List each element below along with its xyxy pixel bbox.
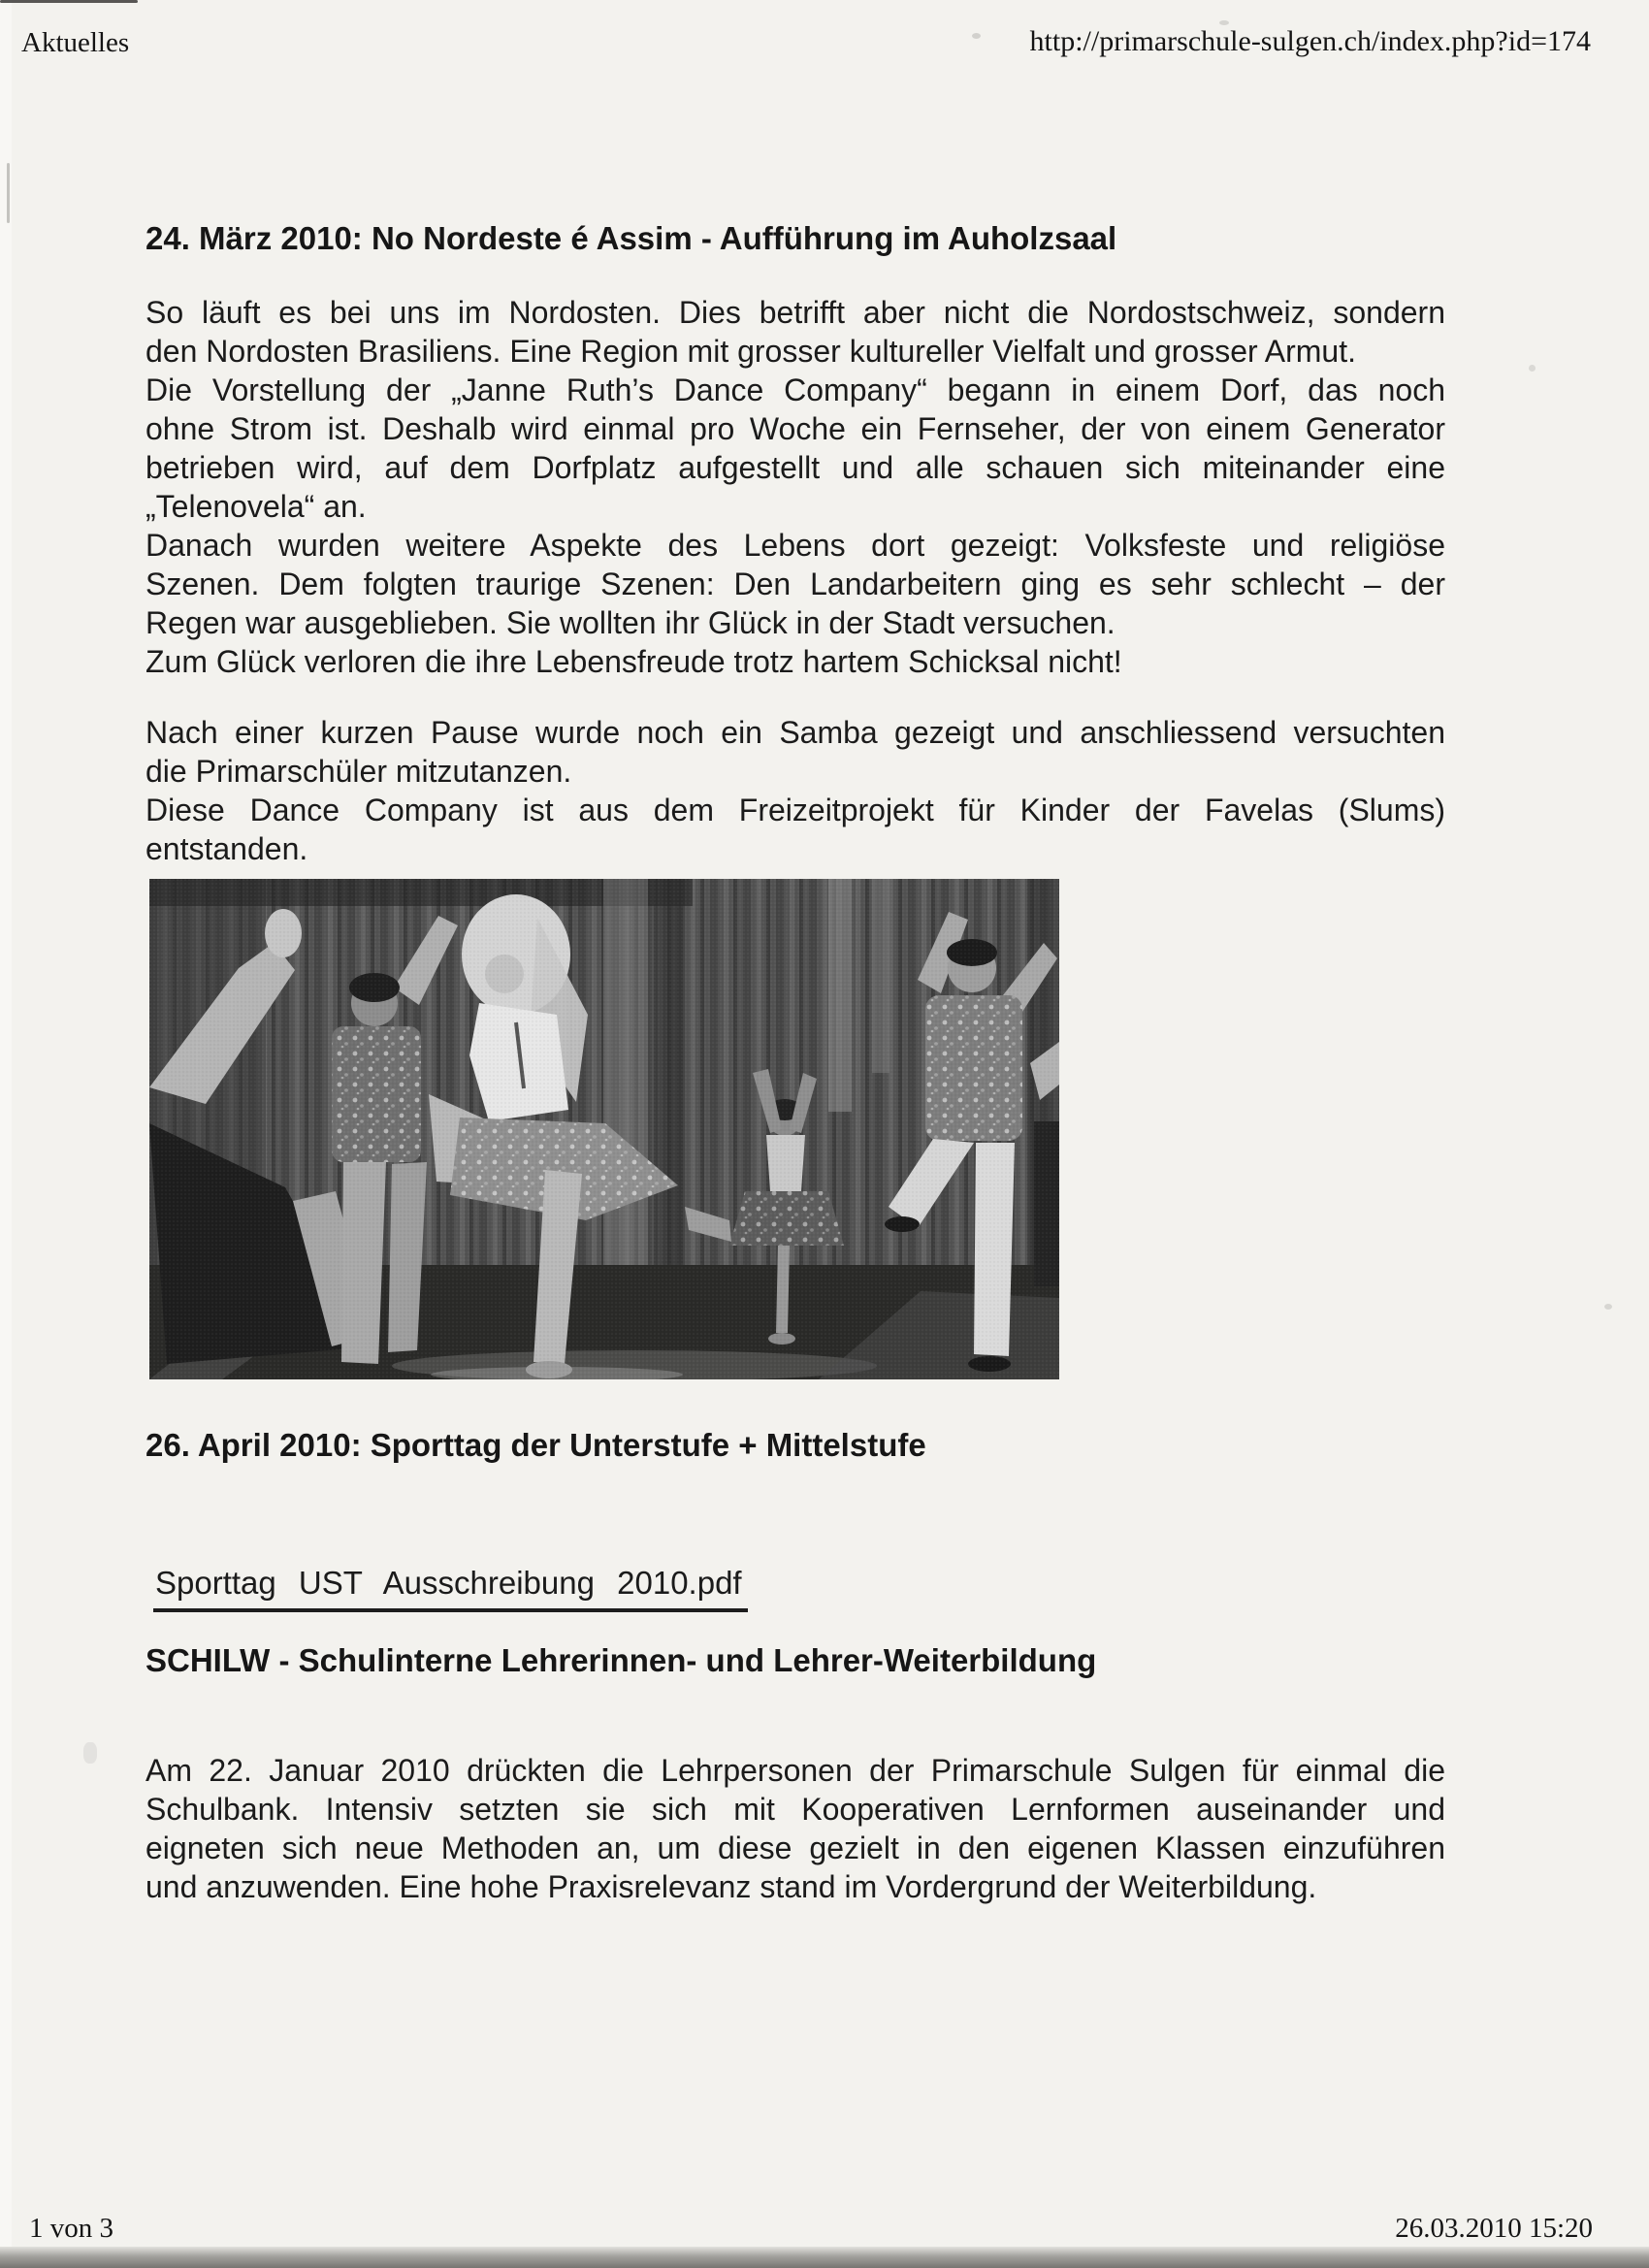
text-line: Szenen. Dem folgten traurige Szenen: Den Landarbeitern ging es sehr schlecht – der [146, 567, 1445, 601]
header-doc-title: Aktuelles [21, 27, 130, 58]
dance-performance-photo [149, 879, 1059, 1379]
pdf-attachment-link[interactable]: Sporttag UST Ausschreibung 2010.pdf [153, 1564, 748, 1612]
dance-performance-photo-graphic [149, 879, 1059, 1379]
article1-paragraph-1 [146, 293, 1445, 681]
scan-left-edge [0, 0, 12, 2268]
text-line: den Nordosten Brasiliens. Eine Region mit grosser kultureller Vielfalt und grosser Armut. [146, 334, 1356, 369]
article1-title: 24. März 2010: No Nordeste é Assim - Aufführung im Auholzsaal [146, 220, 1117, 256]
scan-edge-mark [7, 163, 10, 223]
scan-bottom-shadow [0, 2247, 1649, 2268]
print-timestamp: 26.03.2010 15:20 [1395, 2213, 1593, 2244]
text-line: entstanden. [146, 831, 308, 866]
text-line: die Primarschüler mitzutanzen. [146, 754, 572, 789]
scan-speck [972, 33, 981, 39]
text-line: Regen war ausgeblieben. Sie wollten ihr Glück in der Stadt versuchen. [146, 605, 1116, 640]
text-line: Die Vorstellung der „Janne Ruth’s Dance Company“ begann in einem Dorf, das noch [146, 373, 1445, 407]
article3-title: SCHILW - Schulinterne Lehrerinnen- und Lehrer-Weiterbildung [146, 1642, 1097, 1678]
page-number: 1 von 3 [29, 2213, 113, 2244]
text-line: Nach einer kurzen Pause wurde noch ein Samba gezeigt und anschliessend versuchten [146, 715, 1445, 750]
text-line: eigneten sich neue Methoden an, um diese gezielt in den eigenen Klassen einzuführen [146, 1831, 1445, 1865]
text-line: Schulbank. Intensiv setzten sie sich mit Kooperativen Lernformen auseinander und [146, 1792, 1445, 1827]
text-line: Am 22. Januar 2010 drückten die Lehrpersonen der Primarschule Sulgen für einmal die [146, 1753, 1445, 1788]
text-line: „Telenovela“ an. [146, 489, 367, 524]
text-line: ohne Strom ist. Deshalb wird einmal pro Woche ein Fernseher, der von einem Generator [146, 411, 1445, 446]
scan-speck [1604, 1304, 1612, 1310]
text-line: So läuft es bei uns im Nordosten. Dies betrifft aber nicht die Nordostschweiz, sondern [146, 295, 1445, 330]
article1-paragraph-2 [146, 713, 1445, 868]
text-line: Danach wurden weitere Aspekte des Lebens dort gezeigt: Volksfeste und religiöse [146, 528, 1445, 563]
article2-title: 26. April 2010: Sporttag der Unterstufe + Mittelstufe [146, 1427, 926, 1463]
header-url: http://primarschule-sulgen.ch/index.php?id=174 [1029, 25, 1591, 57]
scan-speck [83, 1742, 97, 1764]
text-line: Diese Dance Company ist aus dem Freizeitprojekt für Kinder der Favelas (Slums) [146, 793, 1445, 827]
scan-top-artifact [0, 0, 138, 3]
scan-speck [1529, 365, 1536, 372]
article3-paragraph [146, 1751, 1445, 1906]
text-line: betrieben wird, auf dem Dorfplatz aufgestellt und alle schauen sich miteinander eine [146, 450, 1445, 485]
text-line: und anzuwenden. Eine hohe Praxisrelevanz stand im Vordergrund der Weiterbildung. [146, 1869, 1317, 1904]
text-line: Zum Glück verloren die ihre Lebensfreude trotz hartem Schicksal nicht! [146, 644, 1122, 679]
